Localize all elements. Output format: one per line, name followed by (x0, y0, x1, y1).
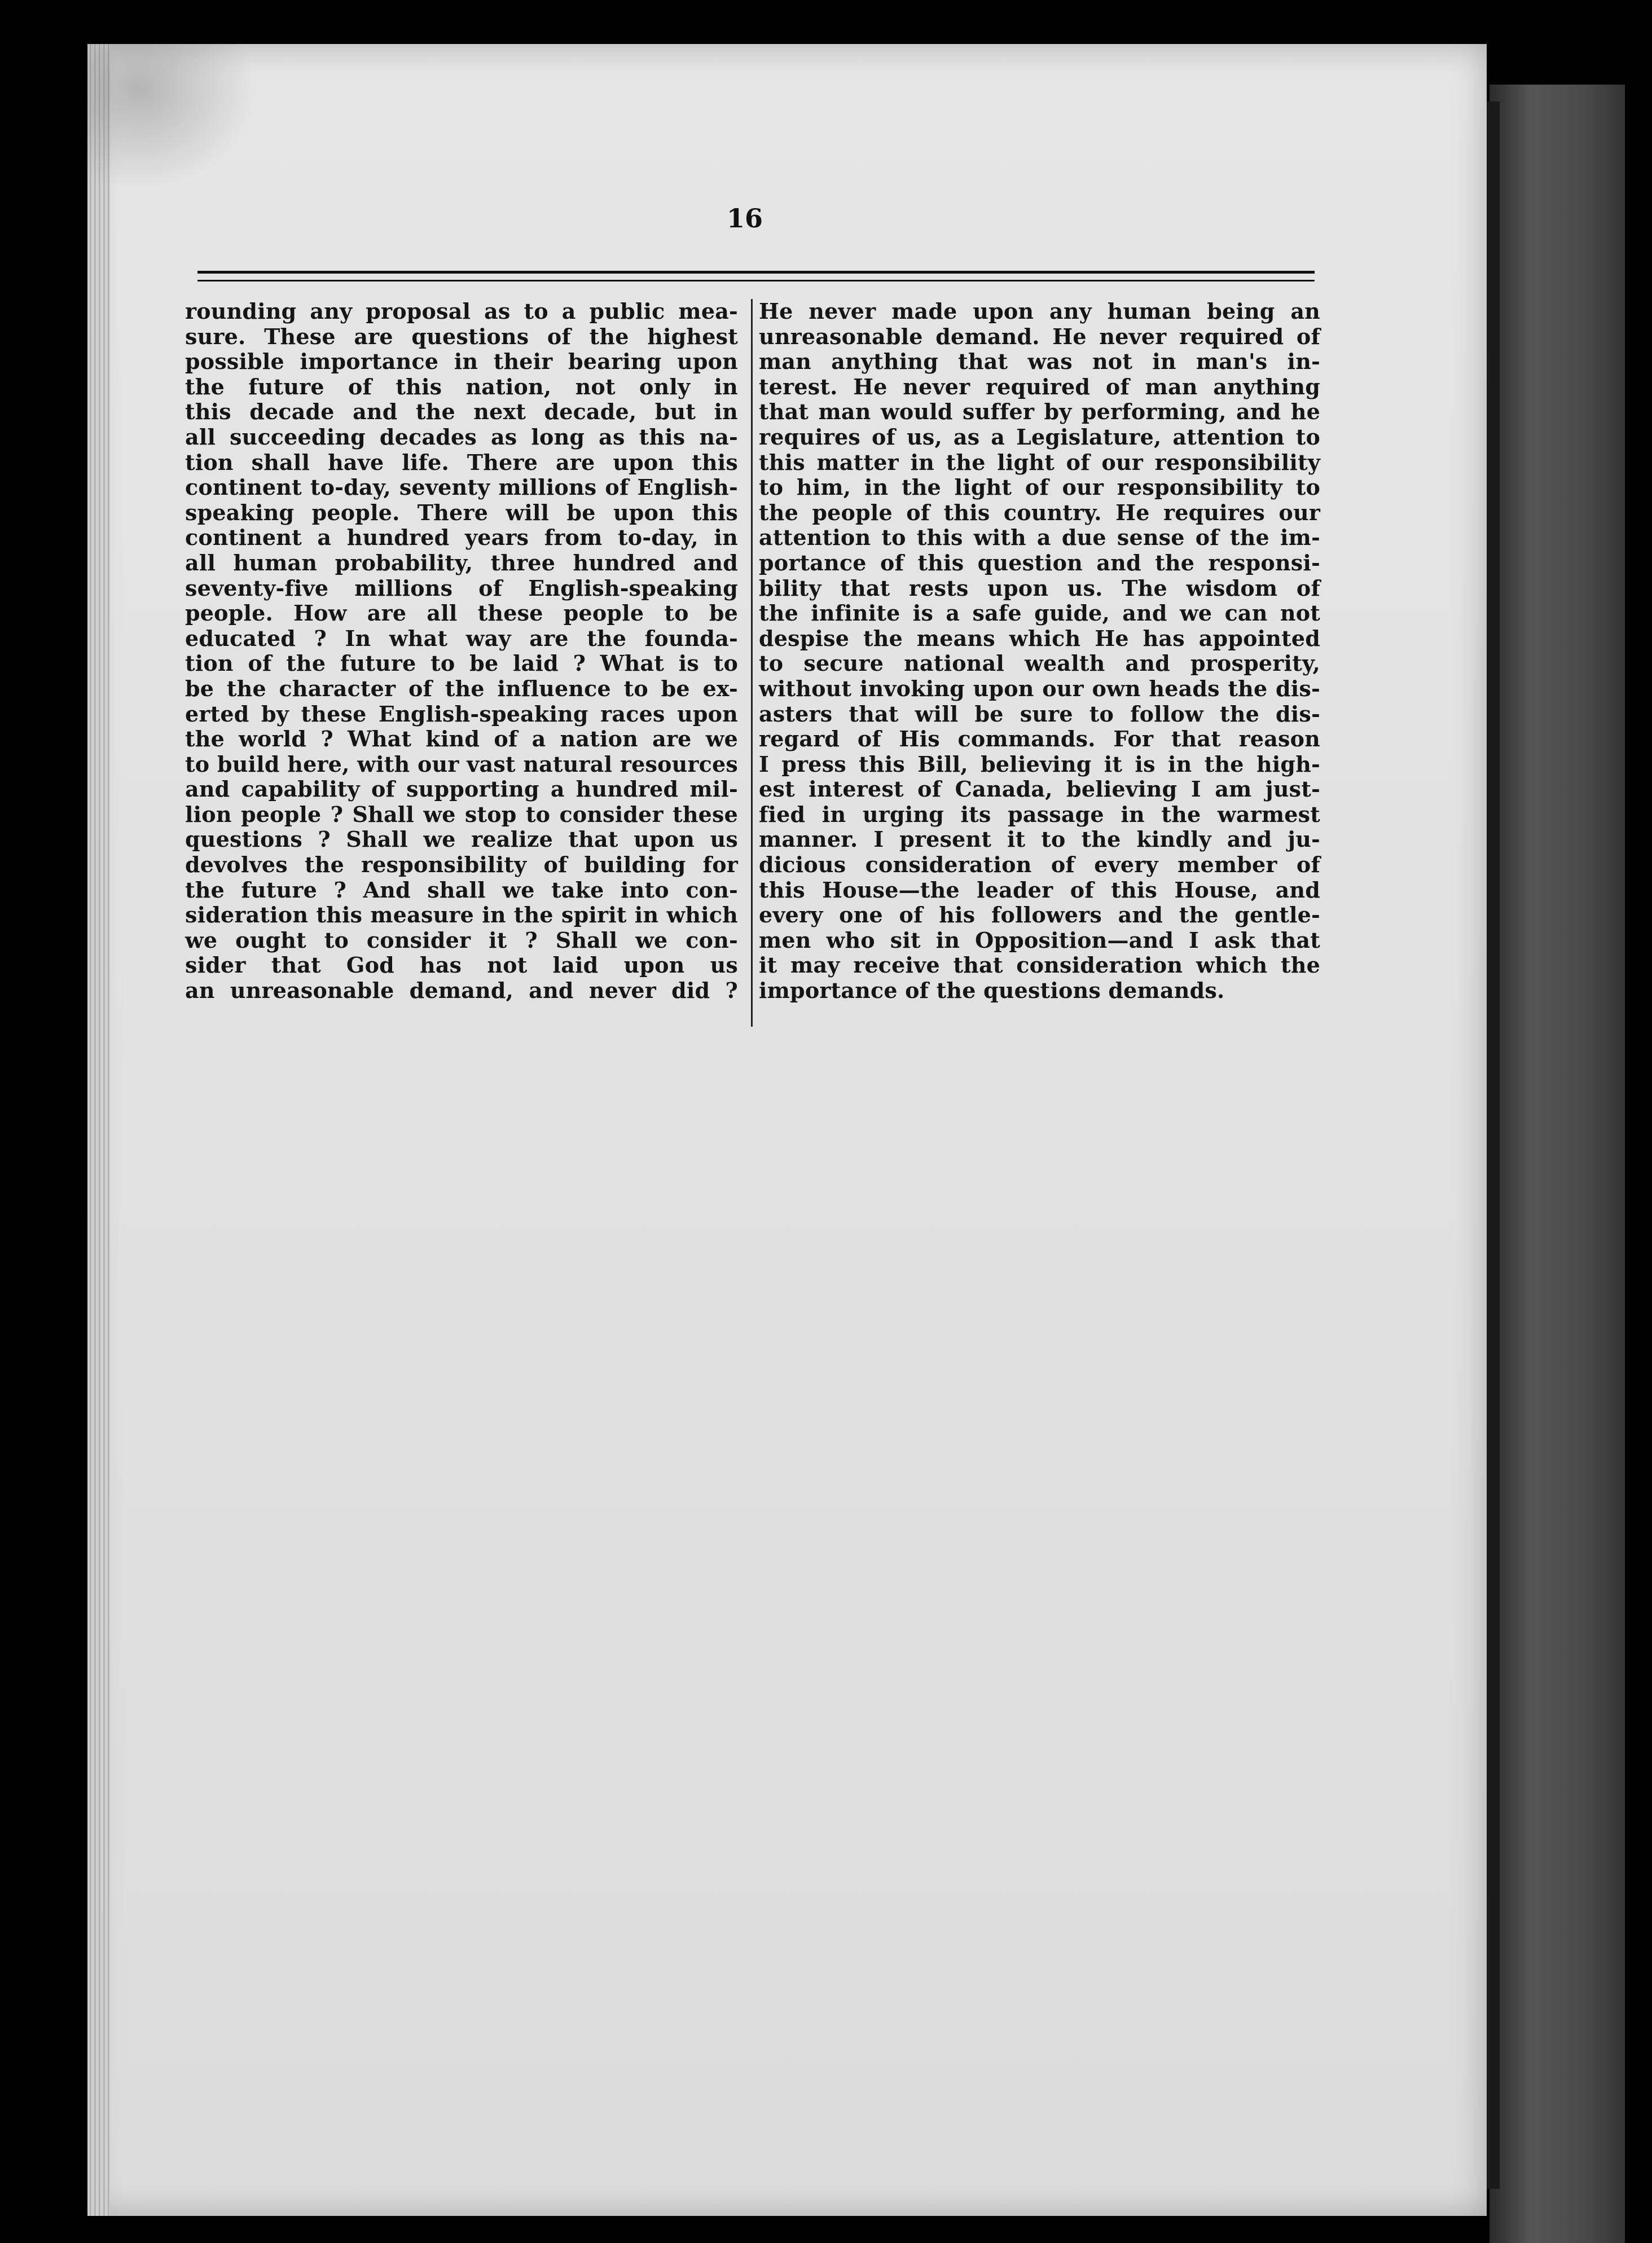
text-line: speaking people. There will be upon this (185, 499, 738, 525)
text-line: seventy-five millions of English-speaking (185, 575, 738, 601)
page-edge-stack (87, 44, 110, 2216)
text-line: asters that will be sure to follow the dis- (759, 701, 1320, 727)
text-line: importance of the questions demands. (759, 978, 1225, 1004)
text-line: people. How are all these people to be (185, 600, 738, 626)
text-line: the world ? What kind of a nation are we (185, 726, 738, 752)
text-line: lion people ? Shall we stop to consider these (185, 801, 738, 827)
text-line: He never made upon any human being an (759, 298, 1320, 324)
header-rule-thin (197, 280, 1315, 282)
page-stain (87, 44, 257, 191)
text-line: an unreasonable demand, and never did ? (185, 978, 738, 1004)
text-line: every one of his followers and the gentle- (759, 902, 1320, 928)
text-line: it may receive that consideration which the (759, 952, 1320, 978)
page-number: 16 (726, 203, 763, 234)
text-line: rounding any proposal as to a public mea- (185, 298, 738, 324)
header-rule-thick (197, 271, 1315, 274)
text-line: this House—the leader of this House, and (759, 877, 1320, 903)
text-line: without invoking upon our own heads the dis- (759, 675, 1320, 701)
text-line: fied in urging its passage in the warmest (759, 801, 1320, 827)
text-line: est interest of Canada, believing I am just- (759, 776, 1320, 802)
text-line: to build here, with our vast natural resources (185, 751, 738, 777)
text-line: men who sit in Opposition—and I ask that (759, 927, 1320, 953)
text-line: sideration this measure in the spirit in which (185, 902, 738, 928)
text-line: educated ? In what way are the founda- (185, 625, 738, 651)
right-text-column (759, 299, 1320, 1004)
text-line: this decade and the next decade, but in (185, 399, 738, 425)
text-line: all succeeding decades as long as this na- (185, 424, 738, 450)
text-line: portance of this question and the responsi- (759, 549, 1320, 575)
text-line: terest. He never required of man anything (759, 373, 1320, 399)
text-line: I press this Bill, believing it is in the high- (759, 751, 1320, 777)
text-line: this matter in the light of our responsibility (759, 449, 1320, 475)
text-line: questions ? Shall we realize that upon us (185, 826, 738, 852)
text-line: and capability of supporting a hundred mil- (185, 776, 738, 802)
text-line: that man would suffer by performing, and he (759, 399, 1320, 425)
text-line: the infinite is a safe guide, and we can not (759, 600, 1320, 626)
text-line: to secure national wealth and prosperity, (759, 650, 1320, 676)
text-line: despise the means which He has appointed (759, 625, 1320, 651)
text-line: sider that God has not laid upon us (185, 952, 738, 978)
book-cover-edge (1490, 85, 1625, 2243)
text-line: devolves the responsibility of building for (185, 852, 738, 878)
text-line: sure. These are questions of the highest (185, 323, 738, 349)
text-line: the future ? And shall we take into con- (185, 877, 738, 903)
column-divider (751, 299, 753, 1027)
text-line: the future of this nation, not only in (185, 373, 738, 399)
text-line: man anything that was not in man's in- (759, 349, 1320, 375)
text-line: requires of us, as a Legislature, attention to (759, 424, 1320, 450)
text-line: all human probability, three hundred and (185, 549, 738, 575)
text-line: we ought to consider it ? Shall we con- (185, 927, 738, 953)
text-line: continent to-day, seventy millions of English- (185, 474, 738, 500)
text-line: be the character of the influence to be ex- (185, 675, 738, 701)
text-line: erted by these English-speaking races upon (185, 701, 738, 727)
text-line: the people of this country. He requires our (759, 499, 1320, 525)
text-line: continent a hundred years from to-day, in (185, 525, 738, 551)
left-text-column (185, 299, 738, 1004)
text-line: tion shall have life. There are upon this (185, 449, 738, 475)
text-line: manner. I present it to the kindly and ju- (759, 826, 1320, 852)
text-line: tion of the future to be laid ? What is to (185, 650, 738, 676)
text-line: to him, in the light of our responsibility to (759, 474, 1320, 500)
text-line: attention to this with a due sense of the im- (759, 525, 1320, 551)
text-line: regard of His commands. For that reason (759, 726, 1320, 752)
text-line: possible importance in their bearing upon (185, 349, 738, 375)
text-line: bility that rests upon us. The wisdom of (759, 575, 1320, 601)
text-line: dicious consideration of every member of (759, 852, 1320, 878)
text-line: unreasonable demand. He never required of (759, 323, 1320, 349)
